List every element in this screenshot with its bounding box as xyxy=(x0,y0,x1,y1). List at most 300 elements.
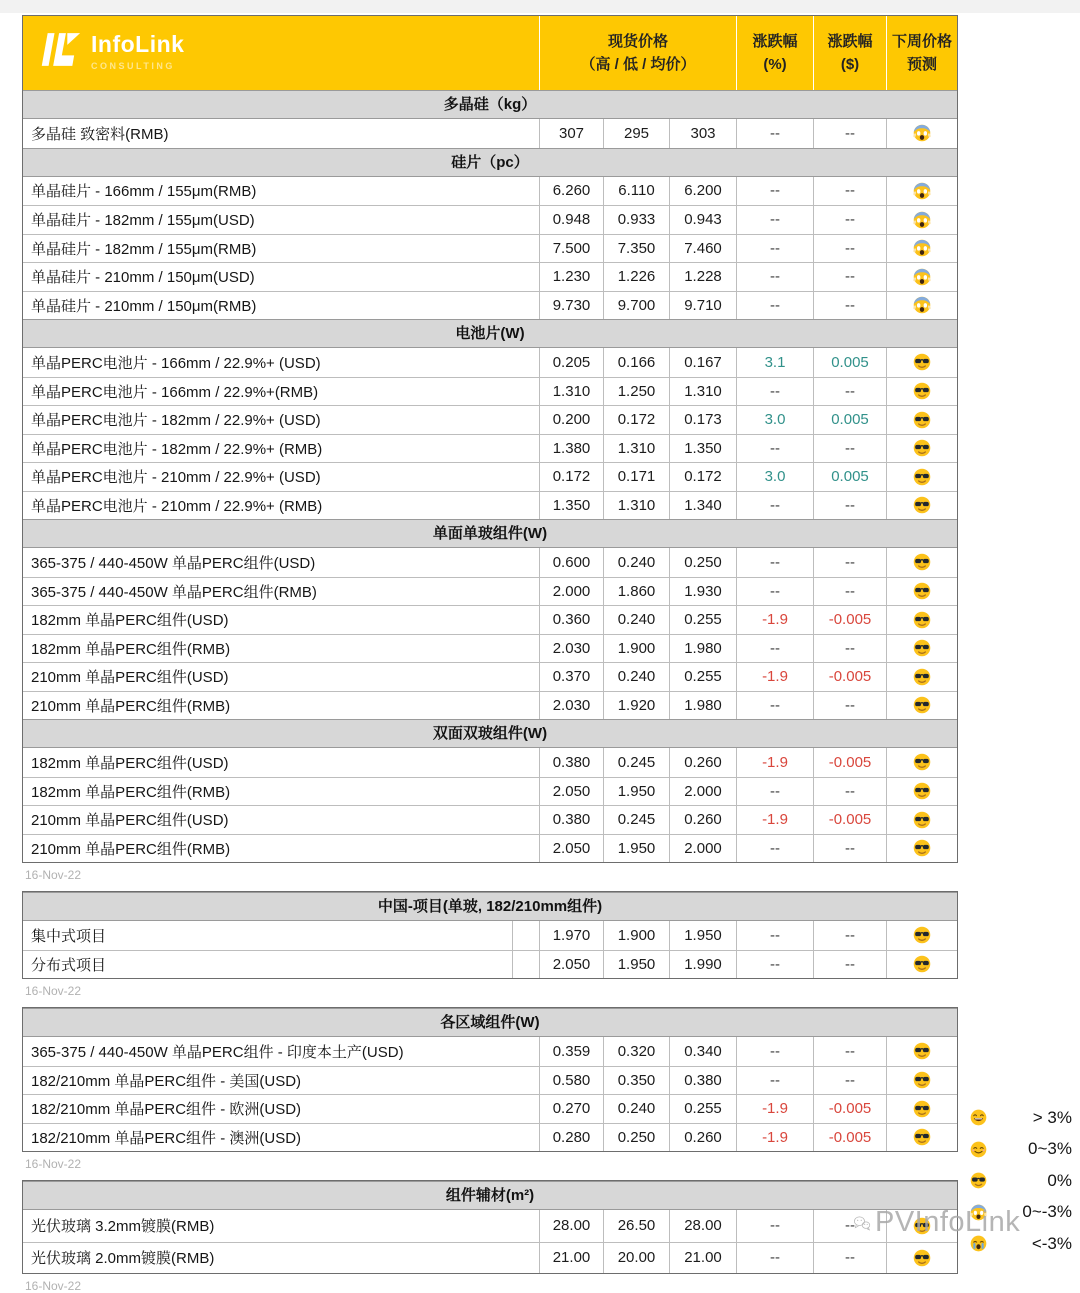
high-price-cell: 1.380 xyxy=(539,435,603,463)
row-label: 210mm 单晶PERC组件(RMB) xyxy=(31,840,231,858)
logo-name: InfoLink xyxy=(91,30,185,57)
low-price-cell: 0.171 xyxy=(603,463,669,491)
change-usd-cell: -- xyxy=(813,548,886,577)
low-price-cell: 295 xyxy=(603,119,669,148)
avg-price-cell: 28.00 xyxy=(669,1210,736,1242)
forecast-cell xyxy=(886,578,957,606)
column-header-change-usd: 涨跌幅 ($) xyxy=(813,16,886,90)
table-row xyxy=(23,662,957,691)
date-label: 16-Nov-22 xyxy=(25,984,82,998)
low-price-cell: 20.00 xyxy=(603,1243,669,1274)
column-header-forecast: 下周价格 预测 xyxy=(886,16,957,90)
high-price-cell: 0.359 xyxy=(539,1037,603,1066)
table-row xyxy=(23,921,957,950)
date-label: 16-Nov-22 xyxy=(25,1279,82,1293)
low-price-cell: 0.166 xyxy=(603,348,669,377)
row-label: 182mm 单晶PERC组件(USD) xyxy=(31,612,229,630)
table-row xyxy=(23,462,957,491)
table-row xyxy=(23,405,957,434)
forecast-cell xyxy=(886,119,957,148)
avg-price-cell: 0.250 xyxy=(669,548,736,577)
change-usd-cell: 0.005 xyxy=(813,463,886,491)
cool-emoji-icon xyxy=(913,955,931,973)
high-price-cell: 1.230 xyxy=(539,263,603,291)
section-header: 硅片（pc） xyxy=(23,148,957,177)
row-label: 182/210mm 单晶PERC组件 - 欧洲(USD) xyxy=(31,1101,302,1119)
cool-emoji-icon xyxy=(913,811,931,829)
row-label: 单晶PERC电池片 - 210mm / 22.9%+ (USD) xyxy=(31,469,321,487)
high-price-cell: 307 xyxy=(539,119,603,148)
spacer-cell xyxy=(512,921,539,950)
table-row xyxy=(23,119,957,148)
table-row xyxy=(23,234,957,263)
avg-price-cell: 0.380 xyxy=(669,1067,736,1095)
high-price-cell: 0.270 xyxy=(539,1095,603,1123)
change-pct-cell: -- xyxy=(736,778,813,806)
change-usd-cell: 0.005 xyxy=(813,406,886,434)
scream-emoji-icon xyxy=(913,239,931,257)
forecast-cell xyxy=(886,1067,957,1095)
table-row xyxy=(23,1242,957,1274)
infolink-logo-icon xyxy=(39,33,81,73)
section-header: 中国-项目(单玻, 182/210mm组件) xyxy=(23,892,957,921)
avg-price-cell: 0.255 xyxy=(669,663,736,691)
change-usd-cell: -- xyxy=(813,1037,886,1066)
avg-price-cell: 1.930 xyxy=(669,578,736,606)
avg-price-cell: 21.00 xyxy=(669,1243,736,1274)
forecast-legend xyxy=(958,1102,1074,1260)
avg-price-cell: 1.980 xyxy=(669,692,736,720)
forecast-cell xyxy=(886,835,957,863)
change-pct-cell: -1.9 xyxy=(736,806,813,834)
forecast-cell xyxy=(886,806,957,834)
cry-emoji-icon xyxy=(970,1235,987,1252)
avg-price-cell: 0.172 xyxy=(669,463,736,491)
scream-emoji-icon xyxy=(913,211,931,229)
table-row xyxy=(23,177,957,206)
avg-price-cell: 1.310 xyxy=(669,378,736,406)
row-label: 单晶PERC电池片 - 182mm / 22.9%+ (RMB) xyxy=(31,440,323,458)
change-usd-cell: -- xyxy=(813,635,886,663)
low-price-cell: 0.240 xyxy=(603,1095,669,1123)
change-usd-cell: -- xyxy=(813,835,886,863)
section-header: 各区域组件(W) xyxy=(23,1008,957,1037)
change-usd-cell: -0.005 xyxy=(813,663,886,691)
forecast-cell xyxy=(886,951,957,979)
date-label: 16-Nov-22 xyxy=(25,868,82,882)
high-price-cell: 1.350 xyxy=(539,492,603,520)
avg-price-cell: 1.340 xyxy=(669,492,736,520)
row-label: 365-375 / 440-450W 单晶PERC组件(USD) xyxy=(31,554,316,572)
change-pct-cell: -- xyxy=(736,1037,813,1066)
table-row xyxy=(23,577,957,606)
cool-emoji-icon xyxy=(913,611,931,629)
change-usd-cell: -- xyxy=(813,235,886,263)
forecast-cell xyxy=(886,435,957,463)
avg-price-cell: 1.980 xyxy=(669,635,736,663)
cool-emoji-icon xyxy=(913,639,931,657)
change-usd-cell: -- xyxy=(813,119,886,148)
change-pct-cell: 3.0 xyxy=(736,463,813,491)
forecast-cell xyxy=(886,263,957,291)
row-label: 365-375 / 440-450W 单晶PERC组件 - 印度本土产(USD) xyxy=(31,1043,404,1061)
change-pct-cell: -- xyxy=(736,235,813,263)
avg-price-cell: 0.255 xyxy=(669,1095,736,1123)
scream-emoji-icon xyxy=(913,268,931,286)
low-price-cell: 1.900 xyxy=(603,635,669,663)
cool-emoji-icon xyxy=(913,553,931,571)
row-label: 集中式项目 xyxy=(31,927,107,945)
change-pct-cell: -- xyxy=(736,435,813,463)
change-pct-cell: -- xyxy=(736,548,813,577)
low-price-cell: 7.350 xyxy=(603,235,669,263)
low-price-cell: 26.50 xyxy=(603,1210,669,1242)
change-usd-cell: -0.005 xyxy=(813,1124,886,1152)
avg-price-cell: 2.000 xyxy=(669,778,736,806)
low-price-cell: 1.950 xyxy=(603,835,669,863)
forecast-cell xyxy=(886,1210,957,1242)
scream-emoji-icon xyxy=(913,182,931,200)
grin-emoji-icon xyxy=(970,1109,987,1126)
forecast-cell xyxy=(886,748,957,777)
change-pct-cell: 3.0 xyxy=(736,406,813,434)
smile-emoji-icon xyxy=(970,1141,987,1158)
row-label: 单晶硅片 - 182mm / 155μm(RMB) xyxy=(31,240,257,258)
change-usd-cell: -- xyxy=(813,292,886,320)
row-label: 单晶硅片 - 210mm / 150μm(USD) xyxy=(31,269,255,287)
table-row xyxy=(23,605,957,634)
change-pct-cell: -- xyxy=(736,492,813,520)
table-row xyxy=(23,634,957,663)
legend-item xyxy=(958,1165,1074,1197)
table-row xyxy=(23,548,957,577)
row-label: 182/210mm 单晶PERC组件 - 美国(USD) xyxy=(31,1072,302,1090)
table-header-row xyxy=(23,16,957,90)
row-label: 182mm 单晶PERC组件(USD) xyxy=(31,754,229,772)
avg-price-cell: 0.340 xyxy=(669,1037,736,1066)
avg-price-cell: 0.943 xyxy=(669,206,736,234)
change-usd-cell: -- xyxy=(813,951,886,979)
avg-price-cell: 1.350 xyxy=(669,435,736,463)
high-price-cell: 0.380 xyxy=(539,748,603,777)
forecast-cell xyxy=(886,1095,957,1123)
cool-emoji-icon xyxy=(913,1217,931,1235)
avg-price-cell: 2.000 xyxy=(669,835,736,863)
low-price-cell: 0.240 xyxy=(603,548,669,577)
legend-label: > 3% xyxy=(1032,1107,1072,1127)
row-label: 182mm 单晶PERC组件(RMB) xyxy=(31,783,231,801)
high-price-cell: 1.970 xyxy=(539,921,603,950)
section-header: 组件辅材(m²) xyxy=(23,1181,957,1210)
table-row xyxy=(23,291,957,320)
forecast-cell xyxy=(886,692,957,720)
legend-label: 0~-3% xyxy=(1022,1202,1072,1222)
avg-price-cell: 0.167 xyxy=(669,348,736,377)
high-price-cell: 2.050 xyxy=(539,835,603,863)
high-price-cell: 0.200 xyxy=(539,406,603,434)
change-usd-cell: -0.005 xyxy=(813,1095,886,1123)
cool-emoji-icon xyxy=(913,696,931,714)
legend-label: 0% xyxy=(1047,1170,1072,1190)
low-price-cell: 1.310 xyxy=(603,492,669,520)
low-price-cell: 1.226 xyxy=(603,263,669,291)
change-usd-cell: -- xyxy=(813,578,886,606)
change-usd-cell: -0.005 xyxy=(813,806,886,834)
low-price-cell: 0.245 xyxy=(603,748,669,777)
change-pct-cell: -- xyxy=(736,206,813,234)
regional-modules-table xyxy=(22,1007,958,1152)
scream-emoji-icon xyxy=(913,296,931,314)
high-price-cell: 2.030 xyxy=(539,692,603,720)
avg-price-cell: 1.950 xyxy=(669,921,736,950)
forecast-cell xyxy=(886,463,957,491)
low-price-cell: 6.110 xyxy=(603,177,669,206)
legend-item xyxy=(958,1228,1074,1260)
table-row xyxy=(23,348,957,377)
change-pct-cell: -- xyxy=(736,1210,813,1242)
change-usd-cell: -- xyxy=(813,492,886,520)
avg-price-cell: 6.200 xyxy=(669,177,736,206)
cool-emoji-icon xyxy=(913,1249,931,1267)
forecast-cell xyxy=(886,1124,957,1152)
legend-item xyxy=(958,1102,1074,1134)
change-pct-cell: -- xyxy=(736,835,813,863)
high-price-cell: 0.205 xyxy=(539,348,603,377)
forecast-cell xyxy=(886,406,957,434)
table-row xyxy=(23,434,957,463)
row-label: 210mm 单晶PERC组件(RMB) xyxy=(31,697,231,715)
table-row xyxy=(23,777,957,806)
legend-label: <-3% xyxy=(1031,1233,1072,1253)
column-header-change-pct: 涨跌幅 (%) xyxy=(736,16,813,90)
row-label: 光伏玻璃 3.2mm镀膜(RMB) xyxy=(31,1218,215,1236)
forecast-cell xyxy=(886,492,957,520)
forecast-cell xyxy=(886,206,957,234)
section-header: 多晶硅（kg） xyxy=(23,90,957,119)
low-price-cell: 0.350 xyxy=(603,1067,669,1095)
change-usd-cell: -- xyxy=(813,435,886,463)
table-row xyxy=(23,262,957,291)
change-pct-cell: -- xyxy=(736,177,813,206)
change-pct-cell: -- xyxy=(736,1243,813,1274)
table-row xyxy=(23,1210,957,1242)
change-pct-cell: -- xyxy=(736,378,813,406)
change-pct-cell: -- xyxy=(736,263,813,291)
table-row xyxy=(23,1123,957,1152)
change-usd-cell: -- xyxy=(813,206,886,234)
high-price-cell: 2.050 xyxy=(539,778,603,806)
top-strip xyxy=(0,0,1080,13)
scream-emoji-icon xyxy=(970,1204,987,1221)
forecast-cell xyxy=(886,921,957,950)
low-price-cell: 0.933 xyxy=(603,206,669,234)
row-label: 分布式项目 xyxy=(31,956,107,974)
forecast-cell xyxy=(886,1037,957,1066)
cool-emoji-icon xyxy=(913,926,931,944)
table-row xyxy=(23,805,957,834)
avg-price-cell: 0.255 xyxy=(669,606,736,634)
spacer-cell xyxy=(512,951,539,979)
high-price-cell: 0.360 xyxy=(539,606,603,634)
table-row xyxy=(23,377,957,406)
watermark-text: PVInfoLink xyxy=(875,1206,1021,1238)
cool-emoji-icon xyxy=(913,668,931,686)
forecast-cell xyxy=(886,235,957,263)
low-price-cell: 0.172 xyxy=(603,406,669,434)
china-projects-table xyxy=(22,891,958,979)
row-label: 单晶PERC电池片 - 210mm / 22.9%+ (RMB) xyxy=(31,497,323,515)
price-tables xyxy=(22,15,1080,1293)
high-price-cell: 6.260 xyxy=(539,177,603,206)
cool-emoji-icon xyxy=(913,1100,931,1118)
legend-label: 0~3% xyxy=(1028,1139,1072,1159)
change-pct-cell: -- xyxy=(736,635,813,663)
table-row xyxy=(23,1094,957,1123)
cool-emoji-icon xyxy=(913,382,931,400)
low-price-cell: 0.245 xyxy=(603,806,669,834)
row-label: 210mm 单晶PERC组件(USD) xyxy=(31,669,229,687)
change-usd-cell: -- xyxy=(813,263,886,291)
row-label: 单晶PERC电池片 - 166mm / 22.9%+(RMB) xyxy=(31,383,319,401)
low-price-cell: 0.240 xyxy=(603,663,669,691)
row-label: 单晶硅片 - 166mm / 155μm(RMB) xyxy=(31,183,257,201)
column-header-spot-price: 现货价格 （高 / 低 / 均价） xyxy=(539,16,736,90)
forecast-cell xyxy=(886,378,957,406)
cool-emoji-icon xyxy=(913,1128,931,1146)
change-usd-cell: -0.005 xyxy=(813,748,886,777)
low-price-cell: 0.240 xyxy=(603,606,669,634)
low-price-cell: 1.900 xyxy=(603,921,669,950)
change-usd-cell: -0.005 xyxy=(813,606,886,634)
row-label: 单晶硅片 - 210mm / 150μm(RMB) xyxy=(31,297,257,315)
change-usd-cell: -- xyxy=(813,177,886,206)
section-header: 单面单玻组件(W) xyxy=(23,519,957,548)
module-bom-table xyxy=(22,1180,958,1274)
forecast-cell xyxy=(886,548,957,577)
high-price-cell: 0.370 xyxy=(539,663,603,691)
table-row xyxy=(23,834,957,863)
high-price-cell: 0.280 xyxy=(539,1124,603,1152)
high-price-cell: 0.948 xyxy=(539,206,603,234)
change-pct-cell: -- xyxy=(736,578,813,606)
row-label: 单晶硅片 - 182mm / 155μm(USD) xyxy=(31,212,255,230)
high-price-cell: 2.000 xyxy=(539,578,603,606)
cool-emoji-icon xyxy=(913,1042,931,1060)
forecast-cell xyxy=(886,606,957,634)
avg-price-cell: 7.460 xyxy=(669,235,736,263)
avg-price-cell: 0.260 xyxy=(669,1124,736,1152)
low-price-cell: 0.250 xyxy=(603,1124,669,1152)
date-label: 16-Nov-22 xyxy=(25,1157,82,1171)
change-pct-cell: -1.9 xyxy=(736,748,813,777)
high-price-cell: 2.050 xyxy=(539,951,603,979)
low-price-cell: 1.920 xyxy=(603,692,669,720)
cool-emoji-icon xyxy=(913,582,931,600)
row-label: 单晶PERC电池片 - 182mm / 22.9%+ (USD) xyxy=(31,412,321,430)
table-row xyxy=(23,1066,957,1095)
change-usd-cell: -- xyxy=(813,778,886,806)
cool-emoji-icon xyxy=(913,353,931,371)
legend-item xyxy=(958,1197,1074,1229)
high-price-cell: 0.580 xyxy=(539,1067,603,1095)
cool-emoji-icon xyxy=(913,496,931,514)
forecast-cell xyxy=(886,177,957,206)
row-label: 单晶PERC电池片 - 166mm / 22.9%+ (USD) xyxy=(31,354,321,372)
avg-price-cell: 1.990 xyxy=(669,951,736,979)
cool-emoji-icon xyxy=(970,1172,987,1189)
cool-emoji-icon xyxy=(913,1071,931,1089)
avg-price-cell: 0.173 xyxy=(669,406,736,434)
row-label: 光伏玻璃 2.0mm镀膜(RMB) xyxy=(31,1250,215,1268)
table-row xyxy=(23,205,957,234)
main-price-table xyxy=(22,15,958,863)
change-pct-cell: -1.9 xyxy=(736,1124,813,1152)
change-pct-cell: -1.9 xyxy=(736,663,813,691)
low-price-cell: 1.950 xyxy=(603,778,669,806)
low-price-cell: 1.950 xyxy=(603,951,669,979)
row-label: 210mm 单晶PERC组件(USD) xyxy=(31,812,229,830)
section-header: 电池片(W) xyxy=(23,319,957,348)
low-price-cell: 0.320 xyxy=(603,1037,669,1066)
row-label: 182/210mm 单晶PERC组件 - 澳洲(USD) xyxy=(31,1129,302,1147)
high-price-cell: 0.600 xyxy=(539,548,603,577)
change-usd-cell: 0.005 xyxy=(813,348,886,377)
forecast-cell xyxy=(886,778,957,806)
high-price-cell: 2.030 xyxy=(539,635,603,663)
avg-price-cell: 303 xyxy=(669,119,736,148)
change-pct-cell: -- xyxy=(736,119,813,148)
high-price-cell: 0.172 xyxy=(539,463,603,491)
avg-price-cell: 0.260 xyxy=(669,806,736,834)
change-pct-cell: -1.9 xyxy=(736,1095,813,1123)
forecast-cell xyxy=(886,663,957,691)
cool-emoji-icon xyxy=(913,439,931,457)
table-row xyxy=(23,491,957,520)
change-pct-cell: -- xyxy=(736,1067,813,1095)
legend-item xyxy=(958,1134,1074,1166)
forecast-cell xyxy=(886,1243,957,1274)
forecast-cell xyxy=(886,635,957,663)
high-price-cell: 1.310 xyxy=(539,378,603,406)
low-price-cell: 1.860 xyxy=(603,578,669,606)
change-usd-cell: -- xyxy=(813,1210,886,1242)
high-price-cell: 7.500 xyxy=(539,235,603,263)
change-usd-cell: -- xyxy=(813,1243,886,1274)
high-price-cell: 9.730 xyxy=(539,292,603,320)
change-pct-cell: -- xyxy=(736,921,813,950)
section-header: 双面双玻组件(W) xyxy=(23,719,957,748)
cool-emoji-icon xyxy=(913,411,931,429)
row-label: 182mm 单晶PERC组件(RMB) xyxy=(31,640,231,658)
change-usd-cell: -- xyxy=(813,378,886,406)
row-label: 多晶硅 致密料(RMB) xyxy=(31,125,169,143)
change-usd-cell: -- xyxy=(813,692,886,720)
logo-subtitle: CONSULTING xyxy=(91,60,175,71)
high-price-cell: 21.00 xyxy=(539,1243,603,1274)
high-price-cell: 28.00 xyxy=(539,1210,603,1242)
table-row xyxy=(23,748,957,777)
change-usd-cell: -- xyxy=(813,921,886,950)
forecast-cell xyxy=(886,348,957,377)
low-price-cell: 1.250 xyxy=(603,378,669,406)
row-label: 365-375 / 440-450W 单晶PERC组件(RMB) xyxy=(31,583,317,601)
cool-emoji-icon xyxy=(913,839,931,857)
change-usd-cell: -- xyxy=(813,1067,886,1095)
table-row xyxy=(23,691,957,720)
avg-price-cell: 1.228 xyxy=(669,263,736,291)
change-pct-cell: -- xyxy=(736,951,813,979)
cool-emoji-icon xyxy=(913,753,931,771)
